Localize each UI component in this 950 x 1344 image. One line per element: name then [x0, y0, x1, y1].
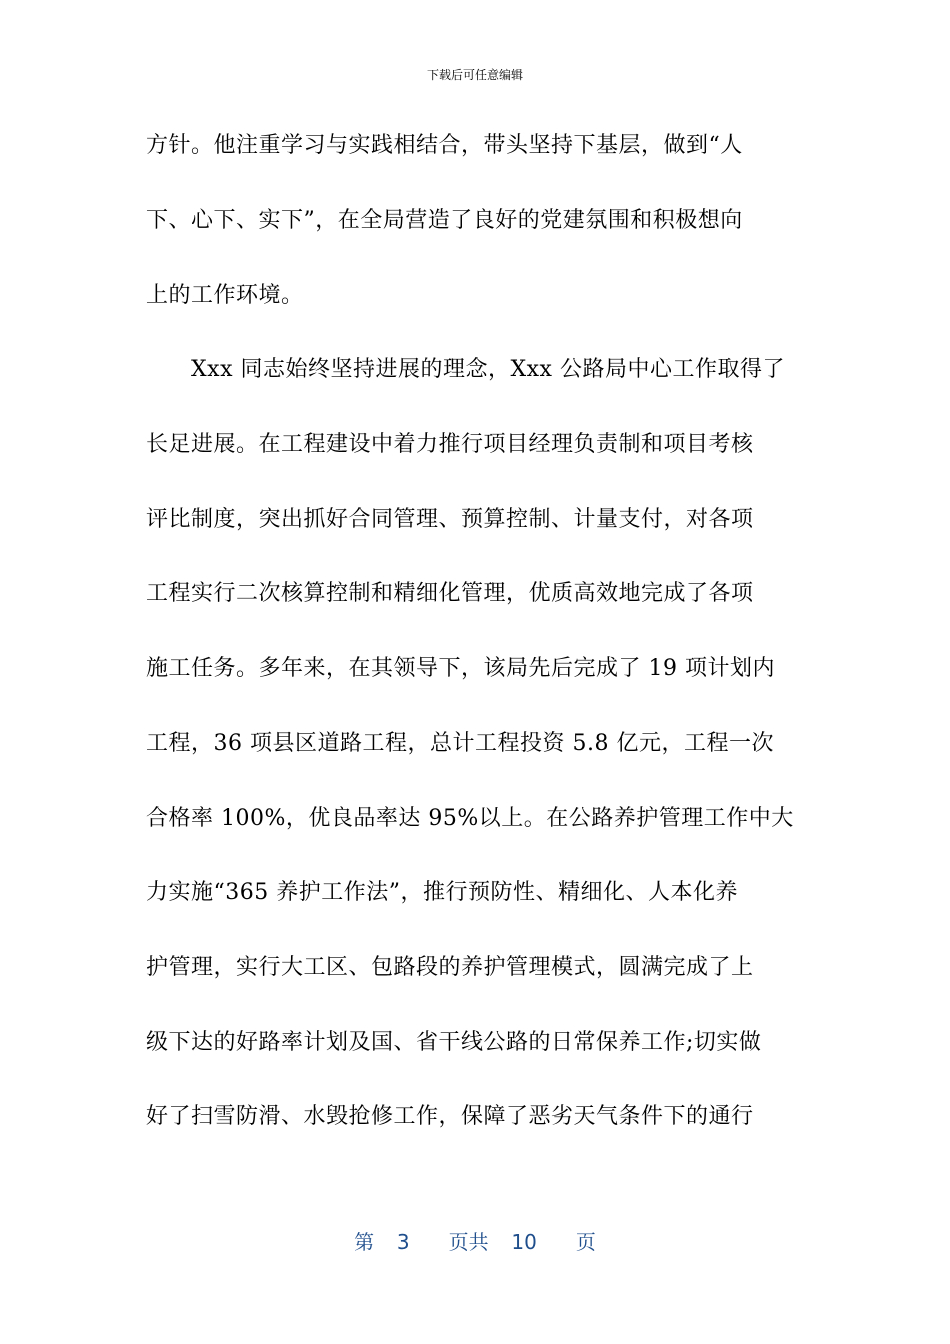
body-line-5: 长足进展。在工程建设中着力推行项目经理负责制和项目考核	[146, 432, 754, 457]
footer-total-pages: 10	[511, 1230, 537, 1254]
page-footer	[0, 1226, 950, 1255]
body-line-13: 级下达的好路率计划及国、省干线公路的日常保养工作;切实做	[146, 1030, 762, 1055]
footer-suffix: 页	[575, 1230, 596, 1254]
body-line-10: 合格率 100%，优良品率达 95%以上。在公路养护管理工作中大	[146, 806, 794, 831]
body-line-12: 护管理，实行大工区、包路段的养护管理模式，圆满完成了上	[146, 955, 754, 980]
body-line-4: Xxx 同志始终坚持进展的理念，Xxx 公路局中心工作取得了	[146, 357, 785, 382]
body-line-11: 力实施“365 养护工作法”，推行预防性、精细化、人本化养	[146, 880, 738, 905]
body-line-2: 下、心下、实下”，在全局营造了良好的党建氛围和积极想向	[146, 208, 743, 233]
body-line-8: 施工任务。多年来，在其领导下，该局先后完成了 19 项计划内	[146, 656, 775, 681]
footer-middle: 页共	[448, 1230, 489, 1254]
body-line-1: 方针。他注重学习与实践相结合，带头坚持下基层，做到“人	[146, 133, 743, 158]
body-line-3: 上的工作环境。	[146, 283, 304, 308]
body-line-6: 评比制度，突出抓好合同管理、预算控制、计量支付，对各项	[146, 507, 754, 532]
footer-prefix: 第	[354, 1230, 375, 1254]
footer-page-number: 3	[396, 1230, 410, 1254]
body-line-9: 工程，36 项县区道路工程，总计工程投资 5.8 亿元，工程一次	[146, 731, 774, 756]
body-line-7: 工程实行二次核算控制和精细化管理，优质高效地完成了各项	[146, 581, 754, 606]
body-line-14: 好了扫雪防滑、水毁抢修工作，保障了恶劣天气条件下的通行	[146, 1104, 754, 1129]
header-note: 下载后可任意编辑	[426, 68, 523, 82]
